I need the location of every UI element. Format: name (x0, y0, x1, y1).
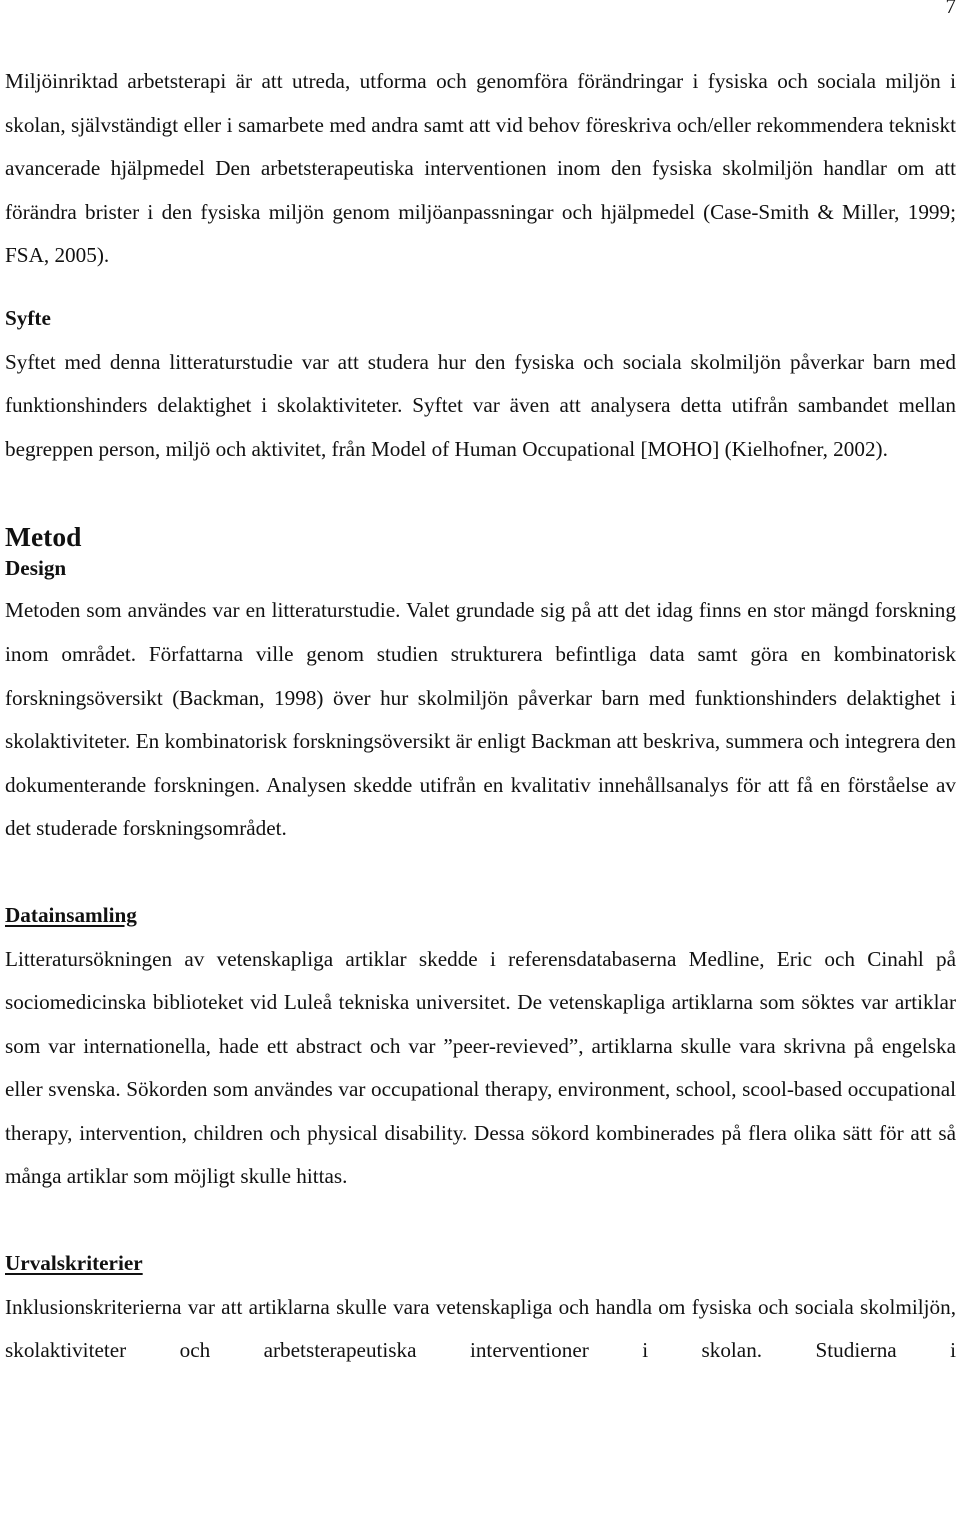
intro-paragraph: Miljöinriktad arbetsterapi är att utreda, utforma och genomföra förändringar i fysiska och sociala miljön i skolan, självständigt eller i samarbete med andra samt att vid behov föreskriva och/eller rekommendera tekniskt avancerade hjälpmedel Den arbetsterapeutiska interventionen inom den fysiska skolmiljön handlar om att förändra brister i den fysiska miljön genom miljöanpassningar och hjälpmedel (Case-Smith & Miller, 1999; FSA, 2005). (5, 69, 956, 268)
page-number: 7 (945, 0, 956, 18)
document-body (5, 60, 956, 1373)
spacer (5, 278, 956, 297)
urvalskriterier-paragraph: Inklusionskriterierna var att artiklarna skulle vara vetenskapliga och handla om fysiska och sociala skolmiljön, skolaktiviteter och arbetsterapeutiska interventioner i skolan. Studierna i (5, 1294, 956, 1363)
urvalskriterier-heading: Urvalskriterier (5, 1251, 143, 1276)
design-heading: Design (5, 556, 67, 581)
datainsamling-paragraph: Litteratursökningen av vetenskapliga artiklar skedde i referensdatabaserna Medline, Eric och Cinahl på sociomedicinska biblioteket vid Luleå tekniska universitet. De vetenskapliga artiklarna som söktes var artiklar som var internationella, hade ett abstract och var ”peer-revieved”, artiklarna skulle vara skrivna på engelska eller svenska. Sökorden som användes var occupational therapy, environment, school, scool-based occupational therapy, intervention, children och physical disability. Dessa sökord kombinerades på flera olika sätt för att så många artiklar som möjligt skulle hittas. (5, 946, 956, 1189)
metod-heading: Metod (5, 521, 82, 553)
spacer (5, 851, 956, 894)
datainsamling-heading: Datainsamling (5, 902, 137, 927)
syfte-paragraph: Syftet med denna litteraturstudie var att studera hur den fysiska och sociala skolmiljön påverkar barn med funktionshinders delaktighet i skolaktiviteter. Syftet var även att analysera detta utifrån sambandet mellan begreppen person, miljö och aktivitet, från Model of Human Occupational [MOHO] (Kielhofner, 2002). (5, 349, 956, 461)
spacer (5, 1199, 956, 1242)
syfte-heading: Syfte (5, 305, 51, 330)
design-paragraph: Metoden som användes var en litteraturstudie. Valet grundade sig på att det idag finns en stor mängd forskning inom området. Författarna ville genom studien strukturera befintliga data samt göra en kombinatorisk forskningsöversikt (Backman, 1998) över hur skolmiljön påverkar barn med funktionshinders delaktighet i skolaktiviteter. En kombinatorisk forskningsöversikt är enligt Backman att beskriva, summera och integrera den dokumenterande forskningen. Analysen skedde utifrån en kvalitativ innehållsanalys för att få en förståelse av det studerade forskningsområdet. (5, 598, 956, 841)
spacer (5, 471, 956, 521)
